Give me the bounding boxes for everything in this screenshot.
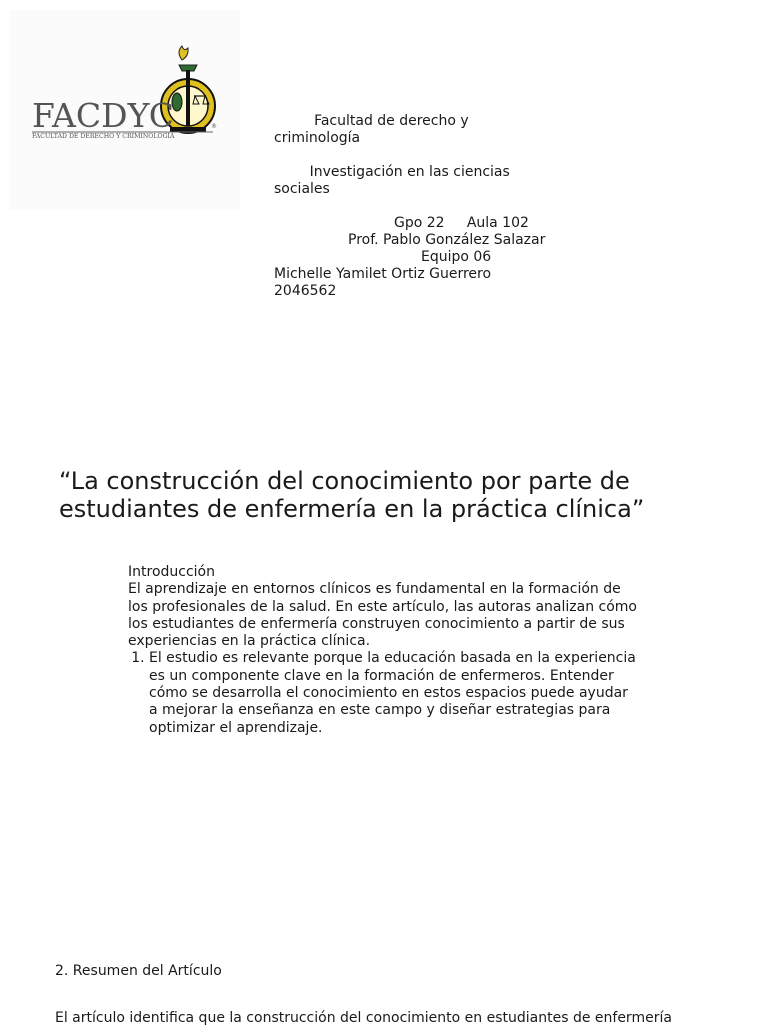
course-line-1: Investigación en las ciencias — [309, 164, 510, 180]
cover-header — [274, 113, 574, 300]
summary-heading: 2. Resumen del Artículo — [55, 963, 222, 979]
svg-text:®: ® — [211, 123, 217, 130]
svg-text:FACDYC: FACDYC — [32, 96, 175, 135]
group-room: Gpo 22 Aula 102 — [394, 215, 529, 231]
summary-paragraph: El artículo identifica que la construcción del conocimiento en estudiantes de enfermería — [55, 1010, 672, 1026]
student-id: 2046562 — [274, 283, 337, 299]
facdyc-logo — [10, 10, 240, 210]
facdyc-seal-icon — [10, 10, 240, 210]
introduction-section — [128, 564, 638, 737]
list-item: 1. El estudio es relevante porque la educación basada en la experiencia es un componente clave en la formación de enfermeros. Entender cómo se desarrolla el conocimiento en estos espacios puede ayudar a mejorar la enseñanza en este campo y diseñar estrategias para optimizar el aprendizaje. — [149, 650, 638, 736]
intro-paragraph: El aprendizaje en entornos clínicos es fundamental en la formación de los profesionales de la salud. En este artículo, las autoras analizan cómo los estudiantes de enfermería construyen conocimiento a partir de sus experiencias en la práctica clínica. — [128, 581, 637, 650]
document-title: “La construcción del conocimiento por parte de estudiantes de enfermería en la práctica clínica” — [59, 467, 645, 523]
professor: Prof. Pablo González Salazar — [348, 232, 546, 248]
faculty-line-2: criminología — [274, 130, 361, 146]
course-line-2: sociales — [274, 181, 330, 197]
intro-heading: Introducción — [128, 564, 215, 580]
svg-text:FACULTAD DE DERECHO Y CRIMINOL: FACULTAD DE DERECHO Y CRIMINOLOGÍA — [32, 133, 175, 140]
student-name: Michelle Yamilet Ortiz Guerrero — [274, 266, 492, 282]
intro-list — [128, 650, 638, 736]
faculty-line-1: Facultad de derecho y — [314, 113, 469, 129]
team: Equipo 06 — [421, 249, 492, 265]
